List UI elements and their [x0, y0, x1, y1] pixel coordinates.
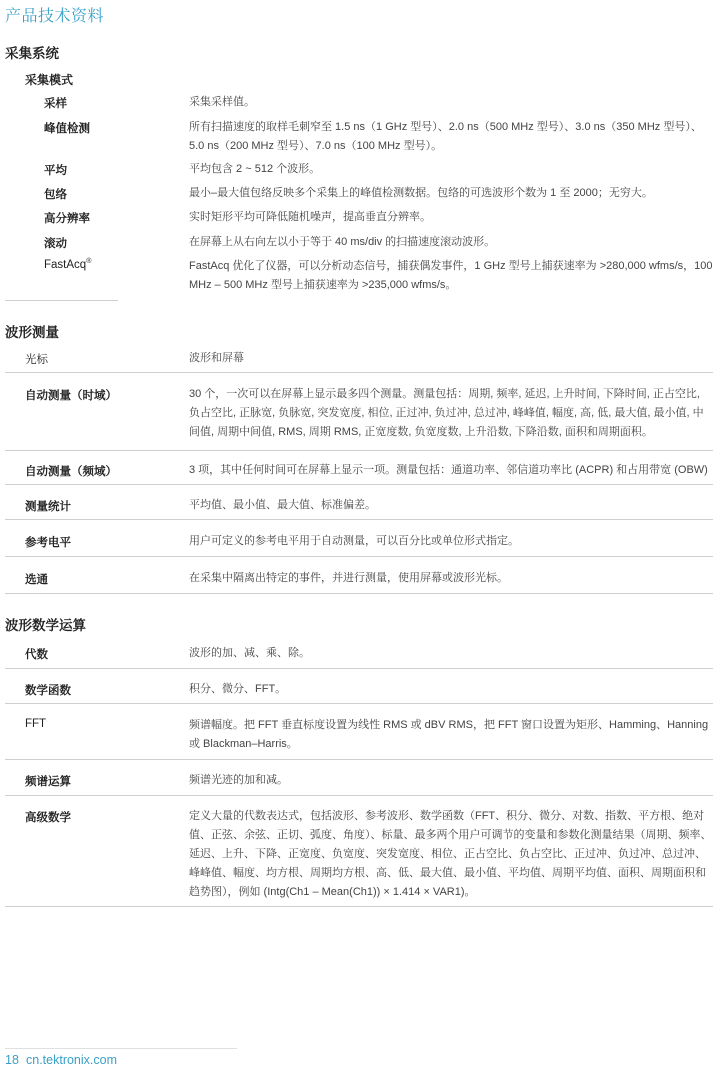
row-divider	[5, 556, 713, 557]
footer-url-link[interactable]: cn.tektronix.com	[26, 1053, 118, 1067]
spec-label-text: FastAcq	[44, 259, 87, 271]
spec-label: 包络	[44, 189, 67, 201]
spec-value: 实时矩形平均可降低随机噪声，提高垂直分辨率。	[189, 211, 431, 223]
spec-value: 3 项，其中任何时间可在屏幕上显示一项。测量包括：通道功率、邻信道功率比 (ACPR) 和占用带宽 (OBW)	[189, 464, 708, 476]
spec-value: 用户可定义的参考电平用于自动测量，可以百分比或单位形式指定。	[189, 535, 519, 547]
spec-label: 测量统计	[25, 501, 71, 513]
spec-label: 自动测量（频域）	[25, 466, 117, 478]
spec-value: 在采集中隔离出特定的事件，并进行测量，使用屏幕或波形光标。	[189, 572, 508, 584]
subsection-title-acquisition-modes: 采集模式	[25, 73, 74, 87]
spec-label: 滚动	[44, 238, 67, 250]
spec-label: 高级数学	[25, 812, 71, 824]
spec-label: 高分辨率	[44, 213, 90, 225]
spec-label: 参考电平	[25, 537, 71, 549]
row-divider	[5, 795, 713, 796]
row-divider	[5, 668, 713, 669]
spec-label: 选通	[25, 574, 48, 586]
spec-label: 频谱运算	[25, 776, 71, 788]
spec-label: 平均	[44, 165, 67, 177]
row-divider	[5, 906, 713, 907]
document-title: 产品技术资料	[5, 8, 105, 25]
spec-label: 采样	[44, 98, 67, 110]
spec-value: 频谱光迹的加和减。	[189, 774, 288, 786]
spec-label	[44, 259, 91, 271]
section-title-measurement: 波形测量	[5, 325, 59, 340]
spec-value: 采集采样值。	[189, 96, 255, 108]
spec-value: 波形的加、减、乘、除。	[189, 647, 310, 659]
row-divider	[5, 372, 713, 373]
spec-value: 平均值、最小值、最大值、标准偏差。	[189, 499, 376, 511]
spec-label: FFT	[25, 718, 47, 730]
registered-mark: ®	[86, 258, 92, 266]
row-divider	[5, 703, 713, 704]
spec-value: 在屏幕上从右向左以小于等于 40 ms/div 的扫描速度滚动波形。	[189, 236, 496, 248]
spec-value: 最小–最大值包络反映多个采集上的峰值检测数据。包络的可选波形个数为 1 至 2000；无穷大。	[189, 187, 653, 199]
spec-label: 数学函数	[25, 685, 71, 697]
row-divider	[5, 484, 713, 485]
spec-label: 光标	[25, 354, 48, 366]
section-title-math: 波形数学运算	[5, 618, 86, 633]
spec-value: 积分、微分、FFT。	[189, 683, 287, 695]
section-divider	[5, 300, 118, 301]
section-title-acquisition: 采集系统	[5, 46, 59, 61]
spec-label: 代数	[25, 649, 48, 661]
row-divider	[5, 593, 713, 594]
spec-value: FastAcq 优化了仪器，可以分析动态信号，捕获偶发事件，1 GHz 型号上捕获速率为 >280,000 wfms/s，100 MHz – 500 MHz 型号上捕获速率为 >235,000 wfms/s。	[189, 260, 713, 291]
spec-value: 所有扫描速度的取样毛刺窄至 1.5 ns（1 GHz 型号）、2.0 ns（500 MHz 型号）、3.0 ns（350 MHz 型号）、5.0 ns（200 MHz 型号）、7.0 ns（100 MHz 型号）。	[189, 121, 702, 152]
spec-value: 定义大量的代数表达式，包括波形、参考波形、数学函数（FFT、积分、微分、对数、指数、平方根、绝对值、正弦、余弦、正切、弧度、角度）、标量、最多两个用户可调节的变量和参数化测量结果（周期、频率、延迟、上升、下降、正宽度、负宽度、突发宽度、相位、正占空比、负占空比、正过冲、负过冲、总过冲、峰峰值、幅度、均方根、周期均方根、高、低、最大值、最小值、平均值、周期平均值、面积、周期面积和趋势图），例如 (Intg(Ch1 – Mean(Ch1)) × 1.414 × VAR1)。	[189, 810, 712, 898]
spec-value: 平均包含 2 ~ 512 个波形。	[189, 163, 321, 175]
spec-label: 峰值检测	[44, 123, 90, 135]
spec-value: 30 个，一次可以在屏幕上显示最多四个测量。测量包括：周期, 频率, 延迟, 上升时间, 下降时间, 正占空比, 负占空比, 正脉宽, 负脉宽, 突发宽度, 相位, 正过冲, 负过冲, 总过冲, 峰峰值, 幅度, 高, 低, 最大值, 最小值, 中间值, 周期中间值, RMS, 周期 RMS, 正宽度数, 负宽度数, 上升沿数, 下降沿数, 面积和周期面积。	[189, 388, 704, 438]
footer-divider	[5, 1048, 237, 1049]
row-divider	[5, 450, 713, 451]
spec-label: 自动测量（时域）	[25, 390, 117, 402]
page-number: 18	[5, 1053, 19, 1067]
row-divider	[5, 759, 713, 760]
spec-value: 频谱幅度。把 FFT 垂直标度设置为线性 RMS 或 dBV RMS，把 FFT 窗口设置为矩形、Hamming、Hanning 或 Blackman–Harris。	[189, 719, 709, 750]
row-divider	[5, 519, 713, 520]
spec-value: 波形和屏幕	[189, 352, 244, 364]
